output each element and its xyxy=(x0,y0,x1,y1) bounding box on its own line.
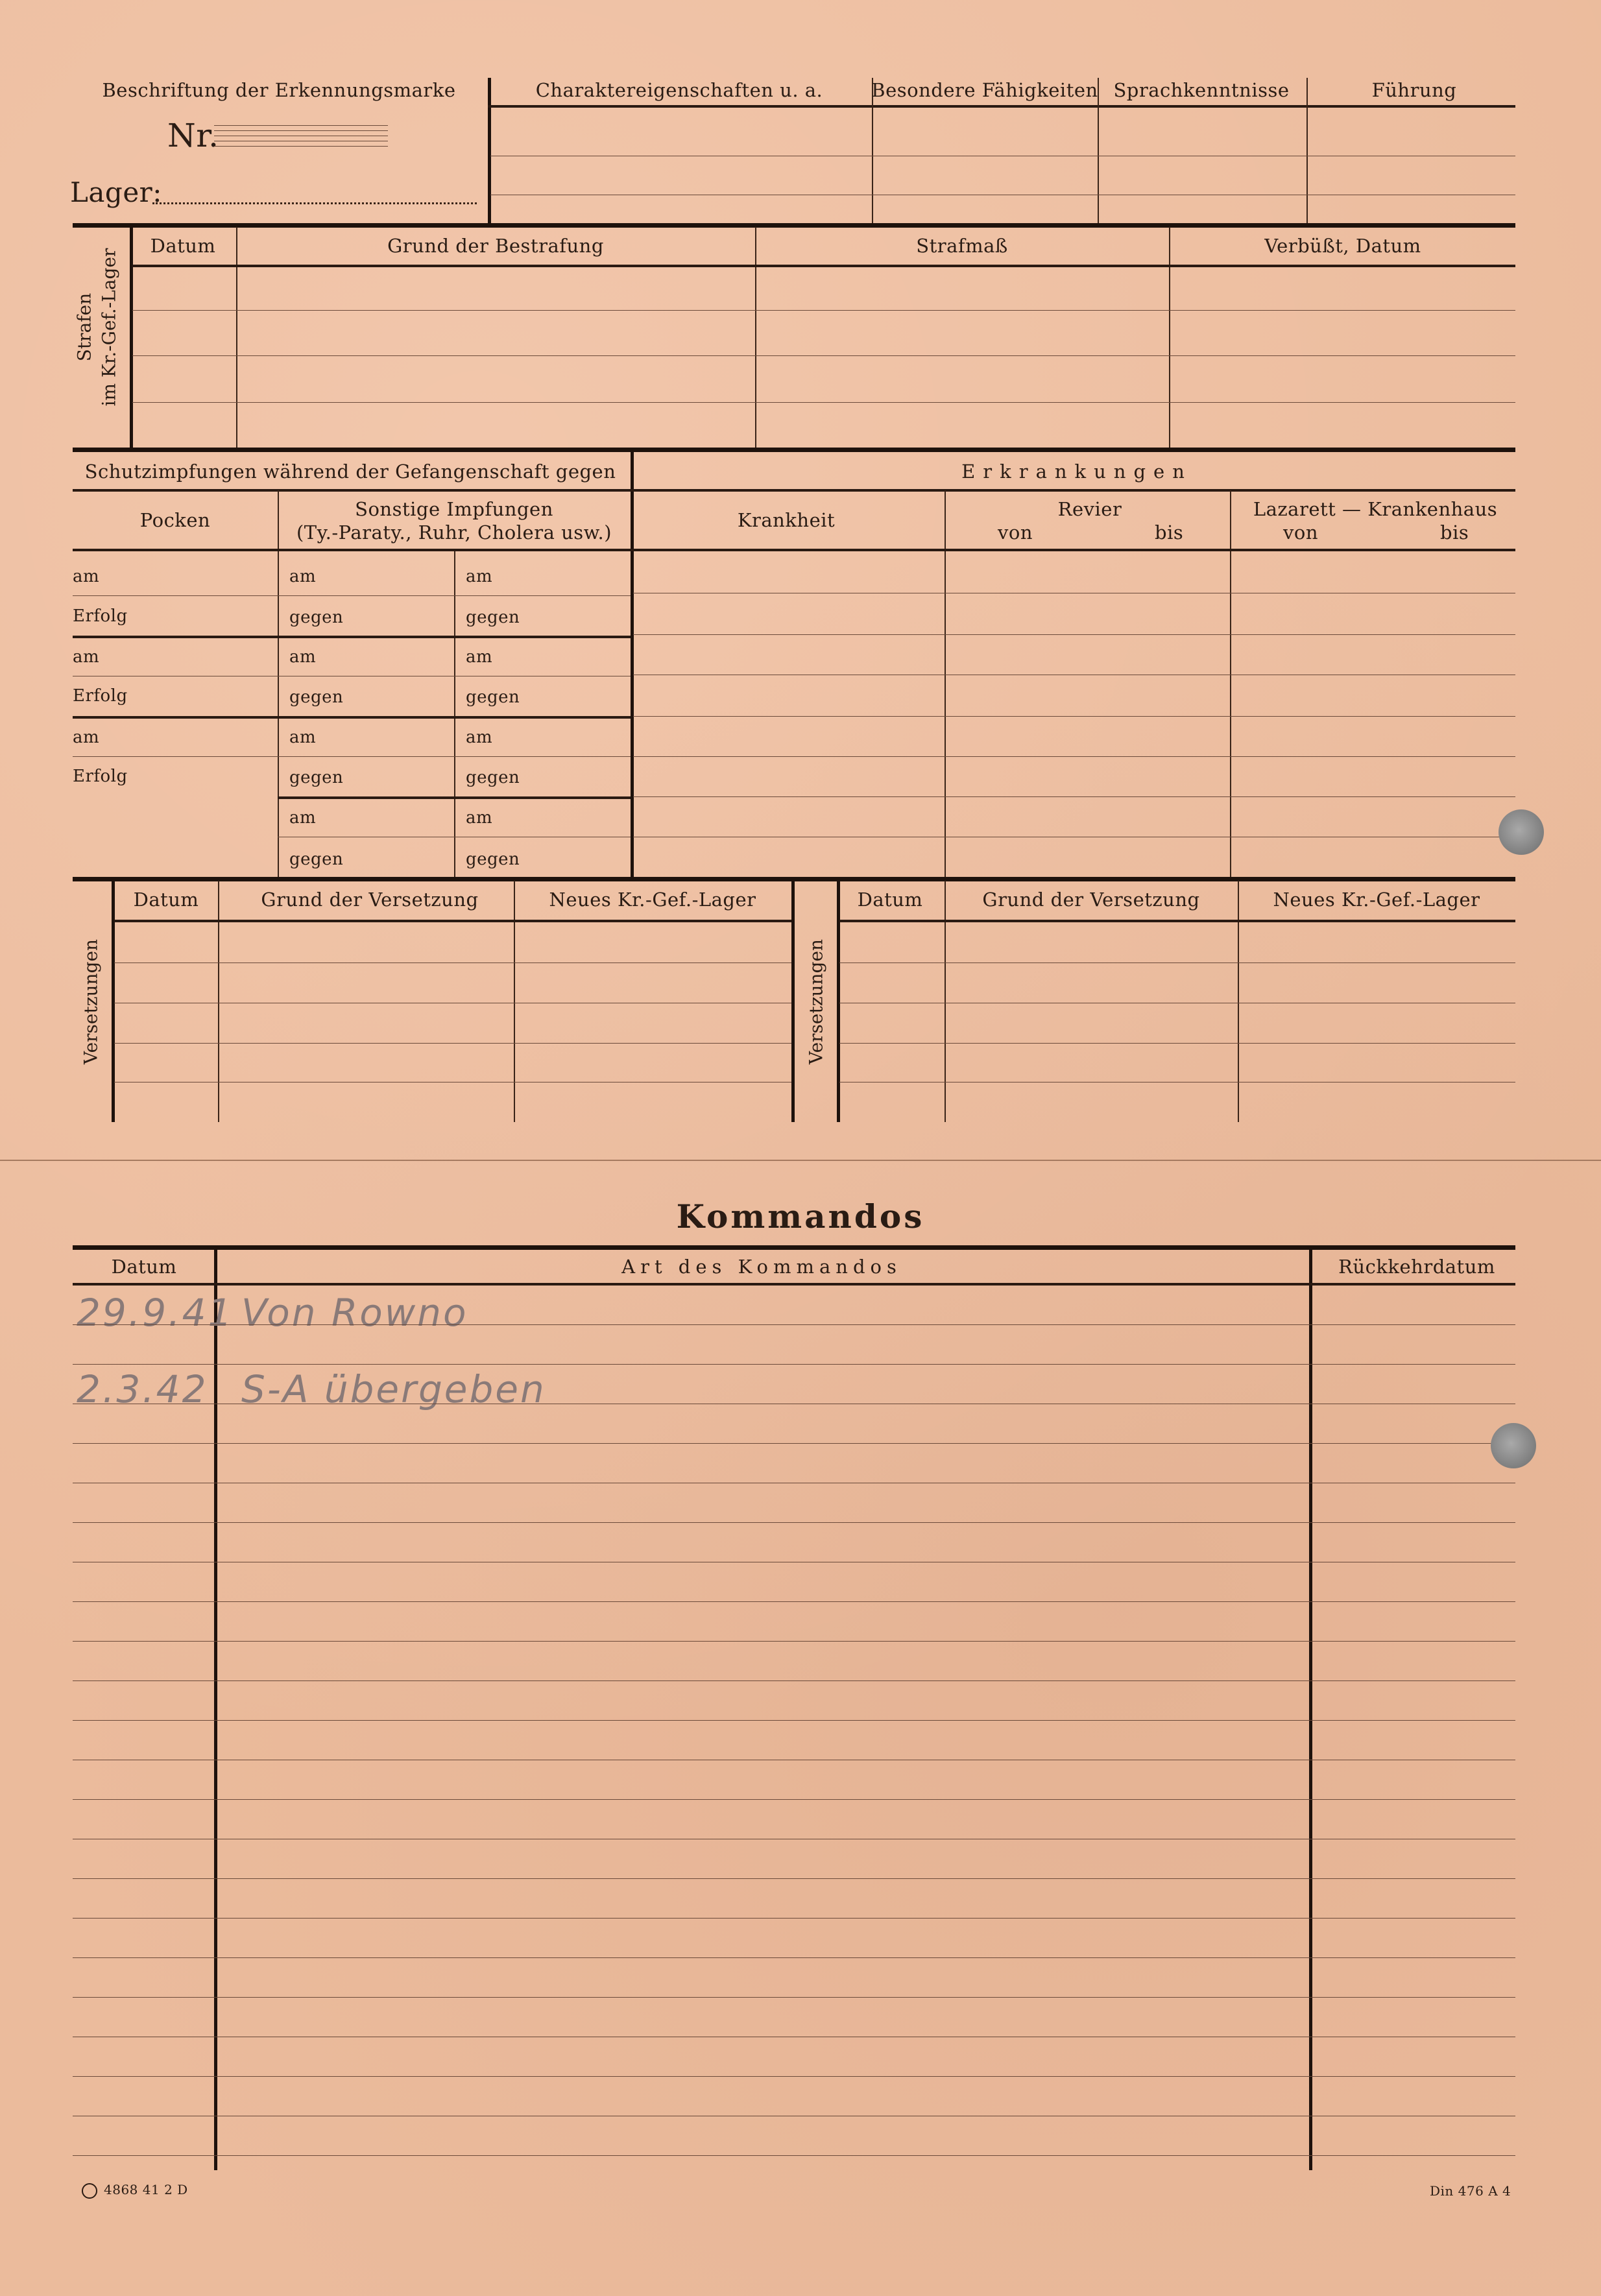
sonst-gegen: gegen xyxy=(289,688,344,707)
col-divider xyxy=(945,881,946,1122)
header-top-line xyxy=(488,105,1515,108)
tag-label: Beschriftung der Erkennungsmarke xyxy=(102,79,456,101)
kom-row-line xyxy=(73,1641,1515,1642)
row-line xyxy=(839,1043,1515,1044)
vers-mid-divider xyxy=(791,881,795,1122)
col-sprachen: Sprachkenntnisse xyxy=(1113,79,1290,101)
printer-mark-icon xyxy=(82,2183,97,2199)
kom-row-line xyxy=(73,1601,1515,1602)
kom-row-line xyxy=(73,1364,1515,1365)
kom-col-art: Art des Kommandos xyxy=(621,1256,902,1278)
kom-row-line xyxy=(73,1957,1515,1958)
punch-hole xyxy=(1499,809,1544,855)
kom-row-line xyxy=(73,1720,1515,1721)
row-line xyxy=(73,756,631,757)
col-divider xyxy=(755,227,756,448)
krankheit-label: Krankheit xyxy=(737,509,836,531)
punch-hole xyxy=(1491,1423,1536,1468)
col-divider xyxy=(236,227,237,448)
sonst-am: am xyxy=(289,567,317,586)
kom-entry-art: Von Rowno xyxy=(241,1291,468,1335)
col-divider xyxy=(1169,227,1170,448)
section-rule xyxy=(73,448,1515,452)
vers-col-lager: Neues Kr.-Gef.-Lager xyxy=(549,889,756,911)
col-fuehrung: Führung xyxy=(1371,79,1457,101)
strafen-col-datum: Datum xyxy=(150,235,216,257)
col-charakter: Charaktereigenschaften u. a. xyxy=(535,79,823,101)
lazarett-von: von xyxy=(1283,521,1319,544)
kom-entry-datum: 2.3.42 xyxy=(77,1367,208,1411)
col-divider xyxy=(514,881,515,1122)
strafen-col-grund: Grund der Bestrafung xyxy=(387,235,604,257)
vers-col-grund: Grund der Versetzung xyxy=(982,889,1200,911)
sonst-gegen: gegen xyxy=(289,768,344,787)
pocken-label: Pocken xyxy=(139,509,211,531)
strafen-side-divider xyxy=(130,227,133,448)
print-code xyxy=(82,2182,188,2199)
pocken-erfolg: Erfolg xyxy=(73,686,128,706)
kom-row-line xyxy=(73,1522,1515,1523)
row-line xyxy=(633,756,1515,757)
sonst-am: am xyxy=(466,647,493,667)
impf-erkr-divider xyxy=(631,451,634,877)
row-line xyxy=(633,716,1515,717)
row-line xyxy=(132,355,1515,356)
pocken-am: am xyxy=(73,647,100,667)
row-line xyxy=(132,402,1515,403)
kom-col-divider xyxy=(214,1249,217,2170)
header-divider xyxy=(488,78,491,226)
sonst-gegen: gegen xyxy=(289,608,344,627)
din-code: Din 476 A 4 xyxy=(1430,2183,1511,2199)
vers-header-line xyxy=(839,920,1515,922)
row-line xyxy=(114,1043,791,1044)
kom-row-line xyxy=(73,1918,1515,1919)
strafen-col-strafmass: Strafmaß xyxy=(916,235,1008,257)
kom-col-datum: Datum xyxy=(111,1256,177,1278)
sonst-am: am xyxy=(466,728,493,747)
vers-col-datum: Datum xyxy=(133,889,199,911)
pocken-am: am xyxy=(73,567,100,586)
lager-dotline xyxy=(152,202,477,204)
sonst-gegen: gegen xyxy=(466,850,520,869)
sonstige-label-1: Sonstige Impfungen xyxy=(355,498,553,520)
impf-header-line xyxy=(73,549,1515,551)
row-line xyxy=(73,595,631,596)
nr-line xyxy=(214,146,388,147)
lazarett-label: Lazarett — Krankenhaus xyxy=(1253,498,1498,520)
pocken-erfolg: Erfolg xyxy=(73,767,128,786)
sonst-gegen: gegen xyxy=(289,850,344,869)
revier-bis: bis xyxy=(1155,521,1184,544)
kom-row-line xyxy=(73,1324,1515,1325)
vers-col-datum: Datum xyxy=(857,889,923,911)
section-rule xyxy=(73,1245,1515,1250)
kom-row-line xyxy=(73,1680,1515,1681)
kom-row-line xyxy=(73,2155,1515,2156)
kom-row-line xyxy=(73,1878,1515,1879)
strafen-col-verbuesst: Verbüßt, Datum xyxy=(1264,235,1421,257)
vers-side-label: Versetzungen xyxy=(80,939,102,1065)
kommandos-title: Kommandos xyxy=(676,1197,925,1236)
sonst-am: am xyxy=(466,808,493,828)
row-line xyxy=(633,634,1515,635)
nr-line xyxy=(214,130,388,131)
sonst-am: am xyxy=(289,647,317,667)
lager-label: Lager: xyxy=(70,176,162,208)
group-line xyxy=(73,716,631,719)
nr-label: Nr. xyxy=(167,117,219,154)
kom-entry-datum: 29.9.41 xyxy=(77,1291,234,1335)
col-divider xyxy=(218,881,219,1122)
strafen-side-label-2: im Kr.-Gef.-Lager xyxy=(98,248,120,407)
section-rule xyxy=(73,223,1515,228)
kom-col-rueckkehr: Rückkehrdatum xyxy=(1338,1256,1495,1278)
sonst-am: am xyxy=(289,728,317,747)
kom-header-line xyxy=(73,1283,1515,1286)
fold-line xyxy=(0,1160,1601,1161)
pocken-erfolg: Erfolg xyxy=(73,606,128,626)
col-divider xyxy=(1238,881,1239,1122)
kom-row-line xyxy=(73,1997,1515,1998)
sonst-gegen: gegen xyxy=(466,768,520,787)
vers-col-lager: Neues Kr.-Gef.-Lager xyxy=(1273,889,1480,911)
sonst-am: am xyxy=(466,567,493,586)
vers-side-divider xyxy=(112,881,115,1122)
group-line xyxy=(73,636,631,638)
kom-col-divider xyxy=(1309,1249,1312,2170)
strafen-side-label-1: Strafen xyxy=(73,293,95,362)
sonst-am: am xyxy=(289,808,317,828)
kom-row-line xyxy=(73,2076,1515,2077)
print-code-text: 4868 41 2 D xyxy=(104,2182,188,2197)
sonstige-label-2: (Ty.-Paraty., Ruhr, Cholera usw.) xyxy=(296,521,612,544)
nr-line xyxy=(214,125,388,126)
col-divider xyxy=(1306,78,1308,226)
vers-side-divider xyxy=(837,881,840,1122)
row-line xyxy=(633,796,1515,797)
revier-label: Revier xyxy=(1057,498,1122,520)
vers-side-label: Versetzungen xyxy=(805,939,827,1065)
row-line xyxy=(132,310,1515,311)
group-line xyxy=(278,796,631,799)
kom-entry-art: S-A übergeben xyxy=(241,1367,546,1411)
strafen-header-line xyxy=(132,265,1515,267)
lazarett-bis: bis xyxy=(1440,521,1469,544)
col-faehigkeiten: Besondere Fähigkeiten xyxy=(871,79,1098,101)
impf-title-line xyxy=(73,489,1515,492)
sonst-gegen: gegen xyxy=(466,608,520,627)
revier-von: von xyxy=(998,521,1033,544)
vers-col-grund: Grund der Versetzung xyxy=(261,889,479,911)
sonst-gegen: gegen xyxy=(466,688,520,707)
kom-row-line xyxy=(73,1443,1515,1444)
impf-title: Schutzimpfungen während der Gefangenschaft gegen xyxy=(84,460,616,483)
erkr-title: Erkrankungen xyxy=(961,460,1192,483)
pocken-am: am xyxy=(73,728,100,747)
kom-row-line xyxy=(73,1799,1515,1800)
vers-header-line xyxy=(114,920,791,922)
col-divider xyxy=(454,549,455,877)
